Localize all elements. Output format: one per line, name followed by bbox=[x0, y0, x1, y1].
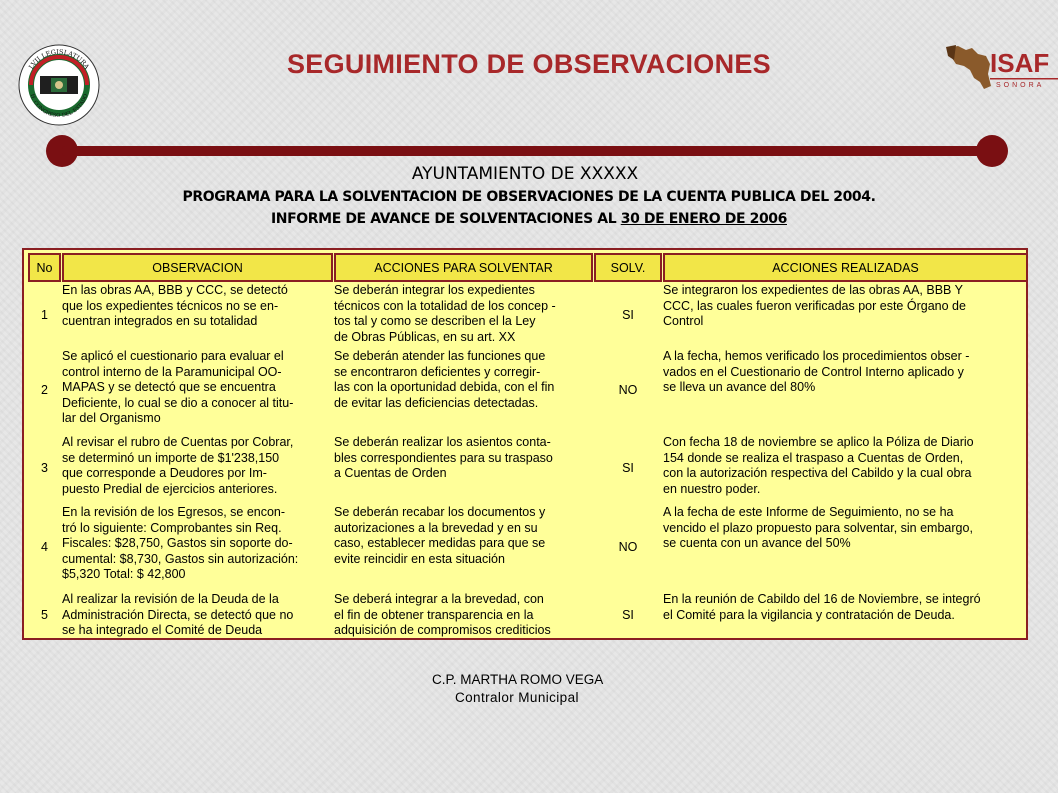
isaf-subtext: SONORA bbox=[996, 82, 1045, 89]
row-realizadas: En la reunión de Cabildo del 16 de Noviembre, se integró el Comité para la vigilancia y contratación de Deuda. bbox=[663, 592, 981, 622]
progress-date: 30 DE ENERO DE 2006 bbox=[620, 211, 787, 227]
decorative-bar bbox=[62, 146, 992, 156]
seal-top-text: LVII LEGISLATURA bbox=[27, 47, 91, 71]
header-solv: SOLV. bbox=[594, 253, 662, 282]
table-row bbox=[24, 283, 1026, 349]
row-acciones: Se deberá integrar a la brevedad, con el fin de obtener transparencia en la adquisición de compromisos crediticios bbox=[334, 592, 551, 638]
row-observacion: Al realizar la revisión de la Deuda de la Administración Directa, se detectó que no se ha integrado el Comité de Deuda bbox=[62, 592, 294, 638]
row-realizadas: Con fecha 18 de noviembre se aplico la Póliza de Diario 154 donde se realiza el traspaso a Cuentas de Orden, con la autorización respectiva del Cabildo y la cual obra en nuestro poder. bbox=[663, 435, 974, 496]
row-observacion: En la revisión de los Egresos, se encon- tró lo siguiente: Comprobantes sin Req. Fiscales: $28,750, Gastos sin soporte do- cumental: $8,730, Gastos sin autorización: $5,320 Total: $ 42,800 bbox=[62, 505, 299, 582]
row-observacion: En las obras AA, BBB y CCC, se detectó que los expedientes técnicos no se en- cuentran integrados en su totalidad bbox=[62, 283, 288, 329]
signature-name: C.P. MARTHA ROMO VEGA bbox=[432, 672, 604, 687]
entity-heading: AYUNTAMIENTO DE XXXXX bbox=[411, 164, 639, 184]
row-solv: SI bbox=[622, 608, 634, 623]
seal-year-bottom: 2006 bbox=[52, 97, 66, 103]
row-observacion: Se aplicó el cuestionario para evaluar el control interno de la Paramunicipal OO- MAPAS y se detectó que se encuentra Deficiente, lo cual se dio a conocer al titu- lar del Organismo bbox=[62, 349, 294, 426]
table-row bbox=[24, 592, 1026, 640]
slide-title: SEGUIMIENTO DE OBSERVACIONES bbox=[287, 49, 771, 79]
row-realizadas: A la fecha de este Informe de Seguimiento, no se ha vencido el plazo propuesto para solventar, sin embargo, se cuenta con un avance del 50% bbox=[663, 505, 973, 551]
row-acciones: Se deberán realizar los asientos conta- bles correspondientes para su traspaso a Cuentas de Orden bbox=[334, 435, 553, 481]
row-acciones: Se deberán atender las funciones que se encontraron deficientes y corregir- las con la oportunidad debida, con el fin de evitar las deficiencias detectadas. bbox=[334, 349, 555, 410]
header-realizadas: ACCIONES REALIZADAS bbox=[663, 253, 1028, 282]
row-solv: NO bbox=[618, 383, 638, 398]
bar-right-dot bbox=[976, 135, 1008, 167]
header-acciones: ACCIONES PARA SOLVENTAR bbox=[334, 253, 593, 282]
row-number: 3 bbox=[41, 461, 48, 476]
seal-bottom-text: H. CONGRESO DEL ESTADO bbox=[28, 93, 90, 120]
row-solv: SI bbox=[622, 308, 634, 323]
isaf-text: ISAF bbox=[990, 48, 1050, 78]
progress-heading bbox=[0, 211, 1058, 227]
row-number: 1 bbox=[41, 308, 48, 323]
row-observacion: Al revisar el rubro de Cuentas por Cobrar, se determinó un importe de $1'238,150 que corresponde a Deudores por Im- puesto Predial de ejercicios anteriores. bbox=[62, 435, 294, 496]
progress-prefix: INFORME DE AVANCE DE SOLVENTACIONES AL bbox=[271, 211, 621, 227]
table-row bbox=[24, 505, 1026, 590]
table-row bbox=[24, 435, 1026, 503]
isaf-logo bbox=[944, 42, 1058, 92]
table-header-row bbox=[24, 253, 1026, 282]
row-number: 2 bbox=[41, 383, 48, 398]
row-acciones: Se deberán integrar los expedientes técnicos con la totalidad de los concep - tos tal y como se describen el la Ley de Obras Públicas, en su art. XX bbox=[334, 283, 556, 344]
row-acciones: Se deberán recabar los documentos y autorizaciones a la brevedad y en su caso, establecer medidas para que se evite reincidir en esta situación bbox=[334, 505, 546, 566]
observations-table bbox=[22, 248, 1028, 640]
header-observacion: OBSERVACION bbox=[62, 253, 333, 282]
signature-block bbox=[432, 671, 603, 707]
row-solv: SI bbox=[622, 461, 634, 476]
seal-year-top: 2003 bbox=[52, 70, 66, 76]
row-solv: NO bbox=[618, 539, 638, 554]
row-number: 4 bbox=[41, 539, 48, 554]
signature-role: Contralor Municipal bbox=[455, 690, 579, 705]
table-row bbox=[24, 349, 1026, 433]
program-heading: PROGRAMA PARA LA SOLVENTACION DE OBSERVACIONES DE LA CUENTA PUBLICA DEL 2004. bbox=[182, 189, 876, 205]
row-realizadas: Se integraron los expedientes de las obras AA, BBB Y CCC, las cuales fueron verificadas por este Órgano de Control bbox=[663, 283, 966, 329]
row-number: 5 bbox=[41, 608, 48, 623]
header-no: No bbox=[28, 253, 61, 282]
row-realizadas: A la fecha, hemos verificado los procedimientos obser - vados en el Cuestionario de Control Interno aplicado y se lleva un avance del 80% bbox=[663, 349, 970, 395]
